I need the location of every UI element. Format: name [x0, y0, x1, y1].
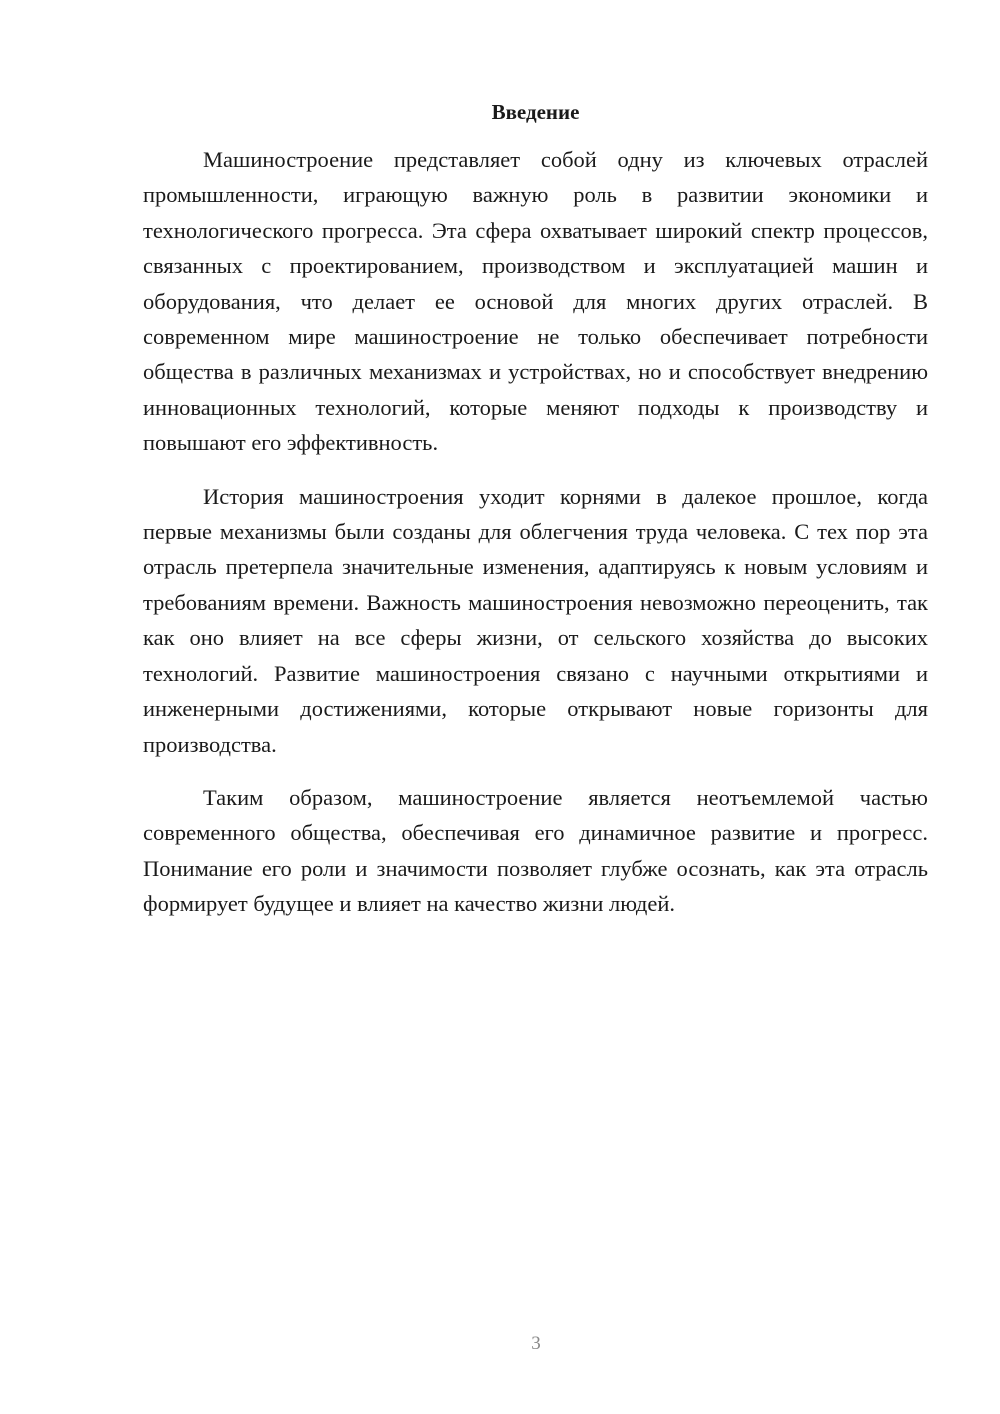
body-text — [143, 142, 928, 922]
paragraph-2: История машиностроения уходит корнями в далекое прошлое, когда первые механизмы были созданы для облегчения труда человека. С тех пор эта отрасль претерпела значительные изменения, адаптируясь к новым условиям и требованиям времени. Важность машиностроения невозможно переоценить, так как оно влияет на все сферы жизни, от сельского хозяйства до высоких технологий. Развитие машиностроения связано с научными открытиями и инженерными достижениями, которые открывают новые горизонты для производства. — [143, 483, 928, 757]
page-number: 3 — [531, 1333, 541, 1354]
paragraph-3: Таким образом, машиностроение является неотъемлемой частью современного общества, обеспечивая его динамичное развитие и прогресс. Понимание его роли и значимости позволяет глубже осознать, как эта отрасль формирует будущее и влияет на качество жизни людей. — [143, 784, 928, 917]
section-heading: Введение — [491, 100, 580, 124]
paragraph-1: Машиностроение представляет собой одну из ключевых отраслей промышленности, играющую важную роль в развитии экономики и технологического прогресса. Эта сфера охватывает широкий спектр процессов, связанных с проектированием, производством и эксплуатацией машин и оборудования, что делает ее основой для многих других отраслей. В современном мире машиностроение не только обеспечивает потребности общества в различных механизмах и устройствах, но и способствует внедрению инновационных технологий, которые меняют подходы к производству и повышают его эффективность. — [143, 147, 928, 456]
